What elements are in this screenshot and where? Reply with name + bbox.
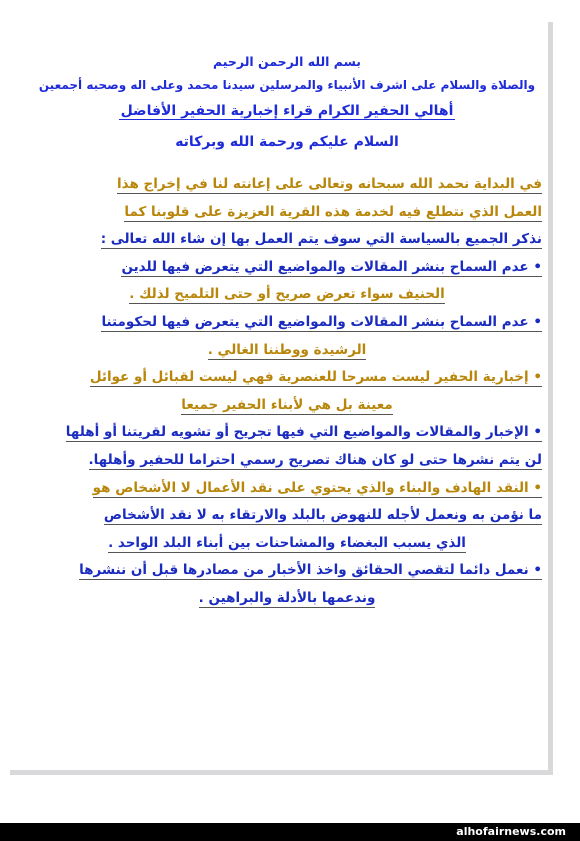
- body-line: الذي يسبب البغضاء والمشاحنات بين أبناء البلد الواحد .: [108, 534, 466, 551]
- body-line: نذكر الجميع بالسياسة التي سوف يتم العمل بها إن شاء الله تعالى :: [100, 231, 542, 248]
- address-heading: [32, 103, 542, 120]
- site-watermark: alhofairnews.com: [456, 825, 566, 838]
- document-content: [32, 22, 542, 613]
- salat-line: والصلاة والسلام على اشرف الأنبياء والمرسلين سيدنا محمد وعلى اله وصحبه أجمعين: [38, 78, 536, 92]
- body-line: • عدم السماح بنشر المقالات والمواضيع التي يتعرض فيها لحكومتنا: [101, 313, 542, 330]
- site-footer-bar: [0, 823, 580, 841]
- greeting-heading: السلام عليكم ورحمة الله وبركاته: [175, 134, 399, 150]
- body-line: العمل الذي نتطلع فيه لخدمة هذه القرية العزيزة على قلوبنا كما: [124, 203, 542, 220]
- body-line: ما نؤمن به ونعمل لأجله للنهوض بالبلد والارتقاء به لا نقد الأشخاص: [103, 507, 542, 524]
- basmala-heading: بسم الله الرحمن الرحيم: [213, 54, 361, 69]
- announcement-body: [32, 171, 542, 613]
- body-line: الرشيدة ووطننا الغالي .: [207, 341, 367, 358]
- body-line: لن يتم نشرها حتى لو كان هناك تصريح رسمي احتراما للحفير وأهلها.: [88, 451, 542, 468]
- body-line: • الإخبار والمقالات والمواضيع التي فيها تجريح أو تشويه لقريتنا أو أهلها: [65, 424, 542, 441]
- body-line: • عدم السماح بنشر المقالات والمواضيع التي يتعرض فيها للدين: [121, 258, 542, 275]
- body-line: معينة بل هي لأبناء الحفير جميعا: [181, 396, 393, 413]
- body-line: • نعمل دائما لتقصي الحقائق واخذ الأخبار من مصادرها قبل أن ننشرها: [79, 562, 542, 579]
- address-text: أهالي الحفير الكرام قراء إخبارية الحفير الأفاضل: [120, 103, 454, 119]
- body-line: • النقد الهادف والبناء والذي يحتوي على نقد الأعمال لا الأشخاص هو: [92, 479, 542, 496]
- body-line: • إخبارية الحفير ليست مسرحا للعنصرية فهي ليست لقبائل أو عوائل: [89, 369, 542, 386]
- body-line: في البداية نحمد الله سبحانه وتعالى على إعانته لنا في إخراج هذا: [117, 176, 542, 192]
- document-page: [10, 22, 553, 775]
- body-line: وندعمها بالأدلة والبراهين .: [198, 589, 376, 606]
- body-line: الحنيف سواء تعرض صريح أو حتى التلميح لذلك .: [129, 286, 445, 303]
